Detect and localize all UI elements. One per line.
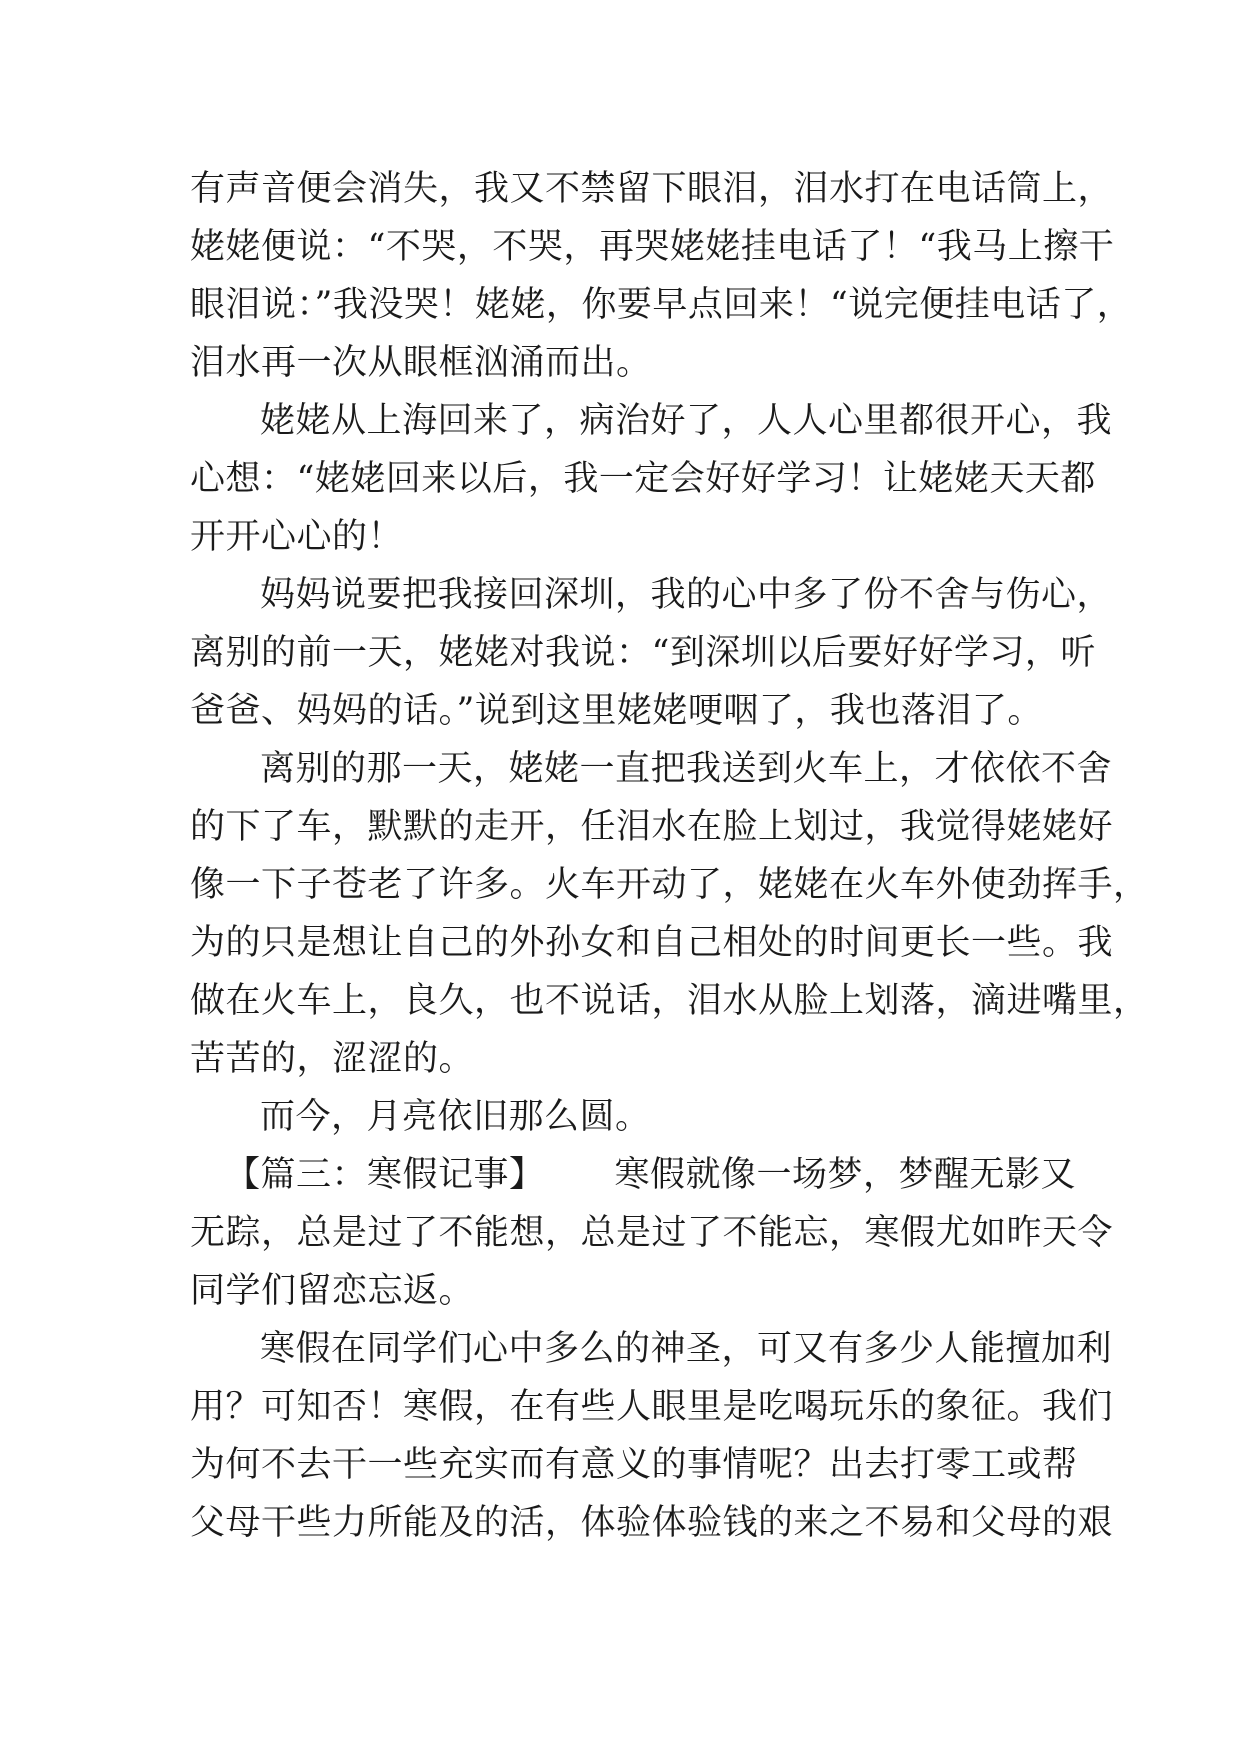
- text-line: 而今，月亮依旧那么圆。: [260, 1097, 651, 1137]
- text-line: 姥姥便说：“不哭，不哭，再哭姥姥挂电话了！“我马上擦干: [190, 227, 1115, 267]
- text-line: 做在火车上，良久，也不说话，泪水从脸上划落，滴进嘴里，: [190, 981, 1149, 1021]
- text-line: 用？可知否！寒假，在有些人眼里是吃喝玩乐的象征。我们: [190, 1387, 1114, 1427]
- text-line: 有声音便会消失，我又不禁留下眼泪，泪水打在电话筒上，: [190, 169, 1114, 209]
- text-line: 苦苦的，涩涩的。: [190, 1039, 475, 1079]
- section-heading: 【篇三：寒假记事】: [225, 1155, 545, 1195]
- text-line: 妈妈说要把我接回深圳，我的心中多了份不舍与伤心，: [260, 575, 1113, 615]
- paragraph: [190, 392, 1113, 566]
- text-line: 姥姥从上海回来了，病治好了，人人心里都很开心，我: [260, 401, 1113, 441]
- text-line: 像一下子苍老了许多。火车开动了，姥姥在火车外使劲挥手，: [190, 865, 1149, 905]
- text-line: 泪水再一次从眼框汹涌而出。: [190, 343, 652, 383]
- text-line: 的下了车，默默的走开，任泪水在脸上划过，我觉得姥姥好: [190, 807, 1114, 847]
- paragraph: [190, 1320, 1114, 1552]
- text-line: 父母干些力所能及的活，体验体验钱的来之不易和父母的艰: [190, 1503, 1114, 1543]
- paragraph: [190, 566, 1113, 740]
- text-line: 为的只是想让自己的外孙女和自己相处的时间更长一些。我: [190, 923, 1114, 963]
- text-line: 开开心心的！: [190, 517, 404, 557]
- text-line: 寒假在同学们心中多么的神圣，可又有多少人能擅加利: [260, 1329, 1113, 1369]
- paragraph: [190, 1088, 1060, 1146]
- text-span: 寒假就像一场梦，梦醒无影又: [614, 1155, 1077, 1195]
- text-line: 同学们留恋忘返。: [190, 1271, 475, 1311]
- paragraph: [190, 1146, 1114, 1320]
- text-line: 眼泪说：”我没哭！姥姥，你要早点回来！“说完便挂电话了，: [190, 285, 1133, 325]
- paragraph: [190, 740, 1149, 1088]
- text-line: 为何不去干一些充实而有意义的事情呢？出去打零工或帮: [190, 1445, 1078, 1485]
- document-body: [190, 160, 1149, 1552]
- text-line: 无踪，总是过了不能想，总是过了不能忘，寒假尤如昨天令: [190, 1213, 1114, 1253]
- text-line: 爸爸、妈妈的话。”说到这里姥姥哽咽了，我也落泪了。: [190, 691, 1043, 731]
- paragraph: [190, 160, 1133, 392]
- text-line: 离别的那一天，姥姥一直把我送到火车上，才依依不舍: [260, 749, 1113, 789]
- text-line: 心想：“姥姥回来以后，我一定会好好学习！让姥姥天天都: [190, 459, 1096, 499]
- text-line: [190, 1146, 1077, 1204]
- text-line: 离别的前一天，姥姥对我说：“到深圳以后要好好学习，听: [190, 633, 1096, 673]
